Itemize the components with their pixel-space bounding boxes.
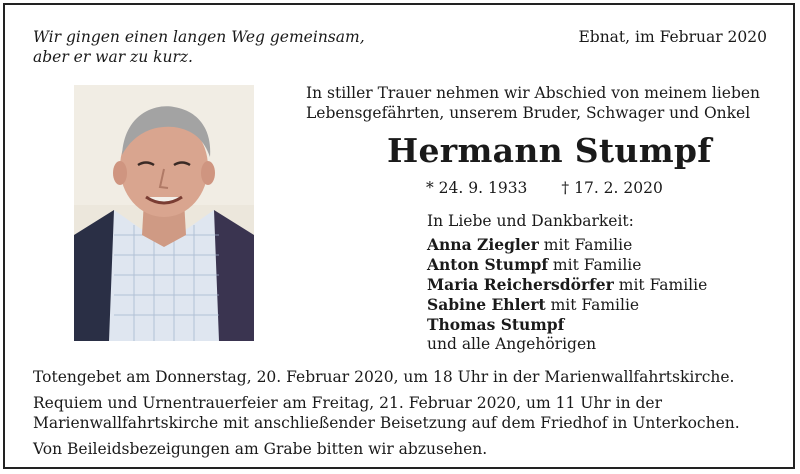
- mourner-name: Sabine Ehlert: [427, 295, 546, 314]
- announcements: [33, 367, 773, 465]
- motto-line-2: aber er war zu kurz.: [33, 48, 193, 66]
- mourner-row: [427, 235, 707, 255]
- motto: [33, 27, 365, 67]
- mourner-name: Anna Ziegler: [427, 235, 539, 254]
- obituary-card: [3, 3, 795, 469]
- portrait-photo: [74, 85, 254, 341]
- mourner-row: [427, 295, 707, 315]
- mourner-row: [427, 255, 707, 275]
- mourner-row: [427, 275, 707, 295]
- mourner-suffix: mit Familie: [538, 236, 633, 254]
- mourner-name: Thomas Stumpf: [427, 315, 565, 334]
- intro-line-1: In stiller Trauer nehmen wir Abschied von meinem lieben: [306, 84, 761, 102]
- mourner-name: Anton Stumpf: [427, 255, 548, 274]
- mourners-list: [427, 212, 707, 354]
- requiem-notice: Requiem und Urnentrauerfeier am Freitag, 21. Februar 2020, um 11 Uhr in der Marienwallfahrtskirche mit anschließender Beisetzung auf dem Friedhof in Unterkochen.: [33, 394, 740, 432]
- intro-line-2: Lebensgefährten, unserem Bruder, Schwager und Onkel: [306, 104, 751, 122]
- mourners-closing: und alle Angehörigen: [427, 335, 597, 353]
- birth-date: * 24. 9. 1933: [426, 179, 528, 197]
- mourner-suffix: mit Familie: [548, 256, 642, 274]
- mourner-row: [427, 315, 707, 335]
- life-dates: [426, 178, 663, 198]
- portrait-photo-icon: [74, 85, 254, 341]
- mourner-suffix: mit Familie: [545, 296, 640, 314]
- prayer-notice: Totengebet am Donnerstag, 20. Februar 2020, um 18 Uhr in der Marienwallfahrtskirche.: [33, 368, 735, 386]
- condolence-notice: Von Beileidsbezeigungen am Grabe bitten wir abzusehen.: [33, 440, 488, 458]
- deceased-name: Hermann Stumpf: [387, 131, 712, 170]
- motto-line-1: Wir gingen einen langen Weg gemeinsam,: [33, 28, 365, 46]
- mourners-heading: In Liebe und Dankbarkeit:: [427, 212, 634, 230]
- mourner-suffix: mit Familie: [613, 276, 708, 294]
- place-date: Ebnat, im Februar 2020: [578, 28, 767, 46]
- death-date: † 17. 2. 2020: [561, 179, 663, 197]
- intro-text: [306, 83, 760, 123]
- mourner-name: Maria Reichersdörfer: [427, 275, 614, 294]
